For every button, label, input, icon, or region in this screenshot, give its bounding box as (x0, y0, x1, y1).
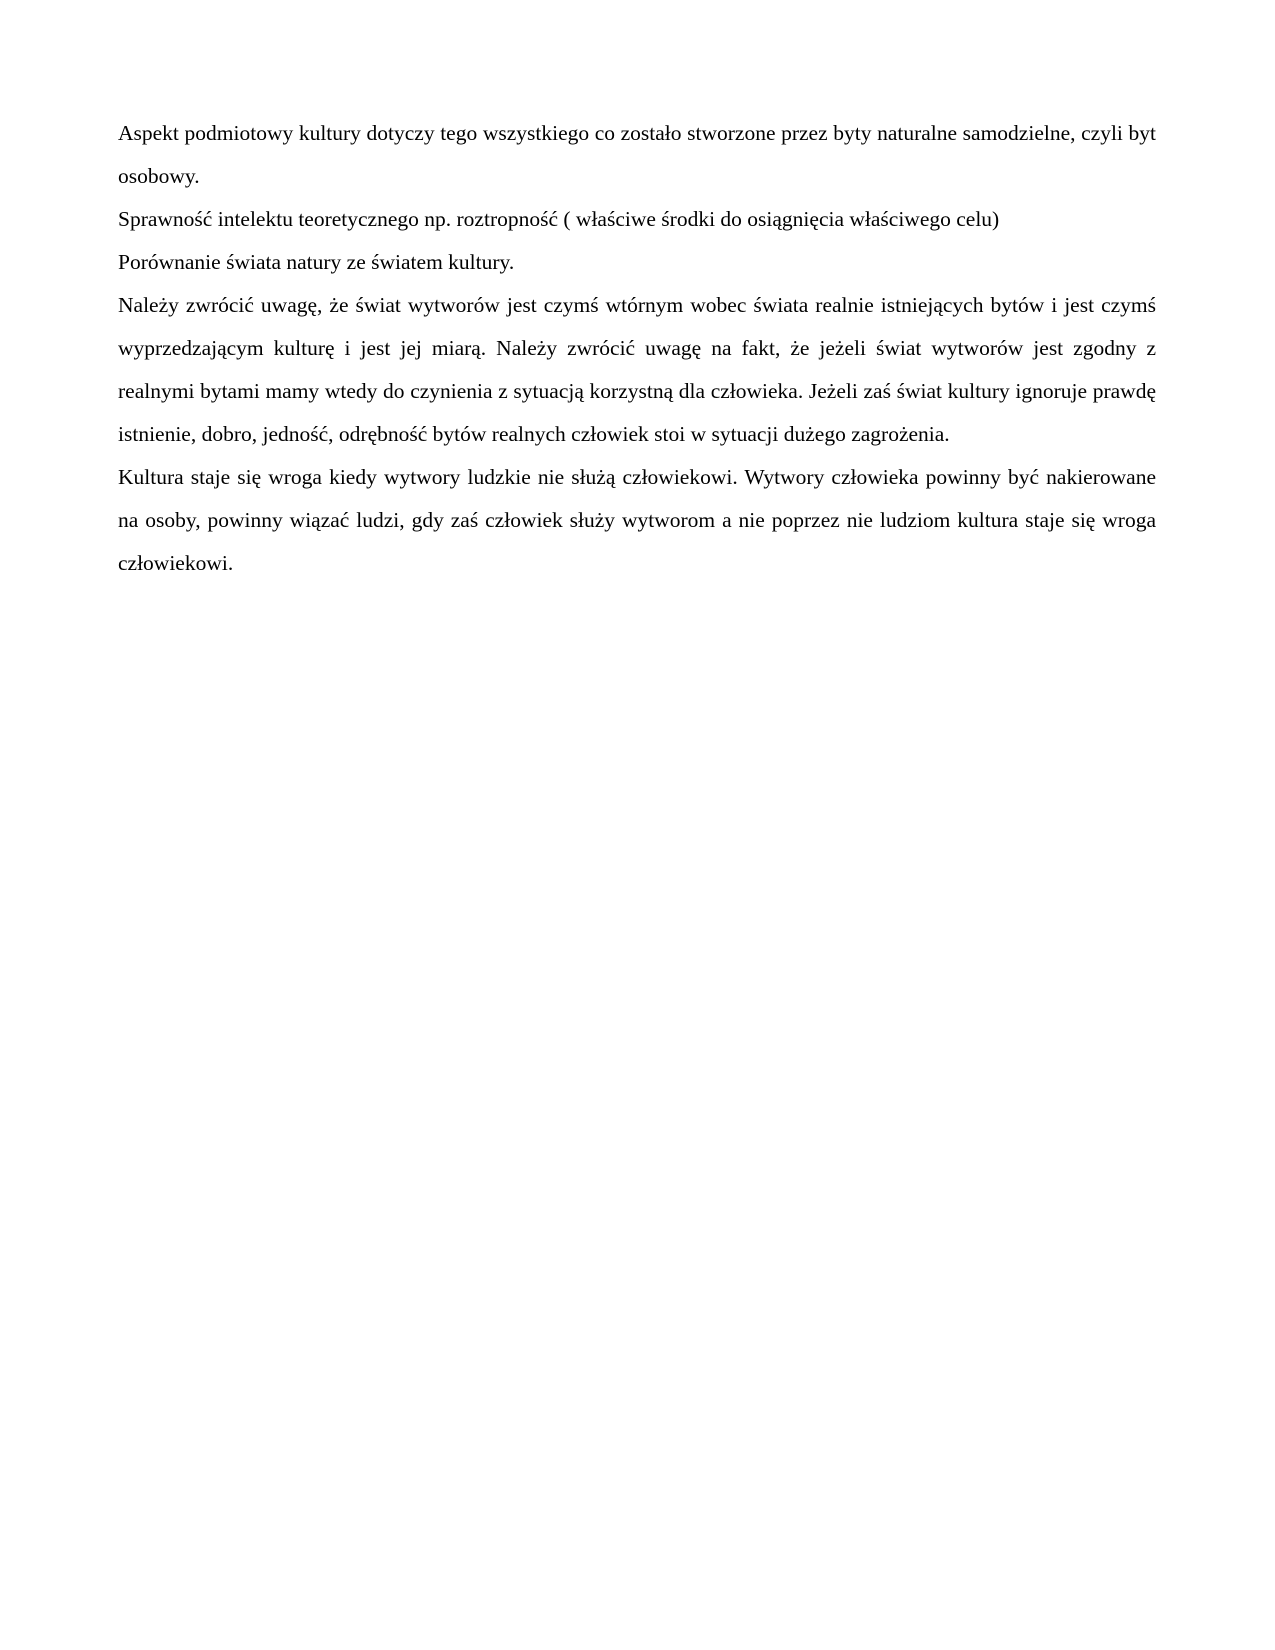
paragraph-nature-vs-culture: Porównanie świata natury ze światem kultury. (118, 250, 515, 274)
paragraph-hostile-culture: Kultura staje się wroga kiedy wytwory ludzkie nie służą człowiekowi. Wytwory człowieka powinny być nakierowane na osoby, powinny wiązać ludzi, gdy zaś człowiek służy wytworom a nie poprzez nie ludziom kultura staje się wroga człowiekowi. (118, 465, 1156, 575)
paragraph-intellect-efficiency: Sprawność intelektu teoretycznego np. roztropność ( właściwe środki do osiągnięcia właściwego celu) (118, 207, 1000, 231)
paragraph-subject-aspect: Aspekt podmiotowy kultury dotyczy tego wszystkiego co zostało stworzone przez byty naturalne samodzielne, czyli byt osobowy. (118, 121, 1156, 188)
document-body (118, 112, 1156, 585)
paragraph-world-of-products: Należy zwrócić uwagę, że świat wytworów jest czymś wtórnym wobec świata realnie istniejących bytów i jest czymś wyprzedzającym kulturę i jest jej miarą. Należy zwrócić uwagę na fakt, że jeżeli świat wytworów jest zgodny z realnymi bytami mamy wtedy do czynienia z sytuacją korzystną dla człowieka. Jeżeli zaś świat kultury ignoruje prawdę istnienie, dobro, jedność, odrębność bytów realnych człowiek stoi w sytuacji dużego zagrożenia. (118, 293, 1156, 446)
